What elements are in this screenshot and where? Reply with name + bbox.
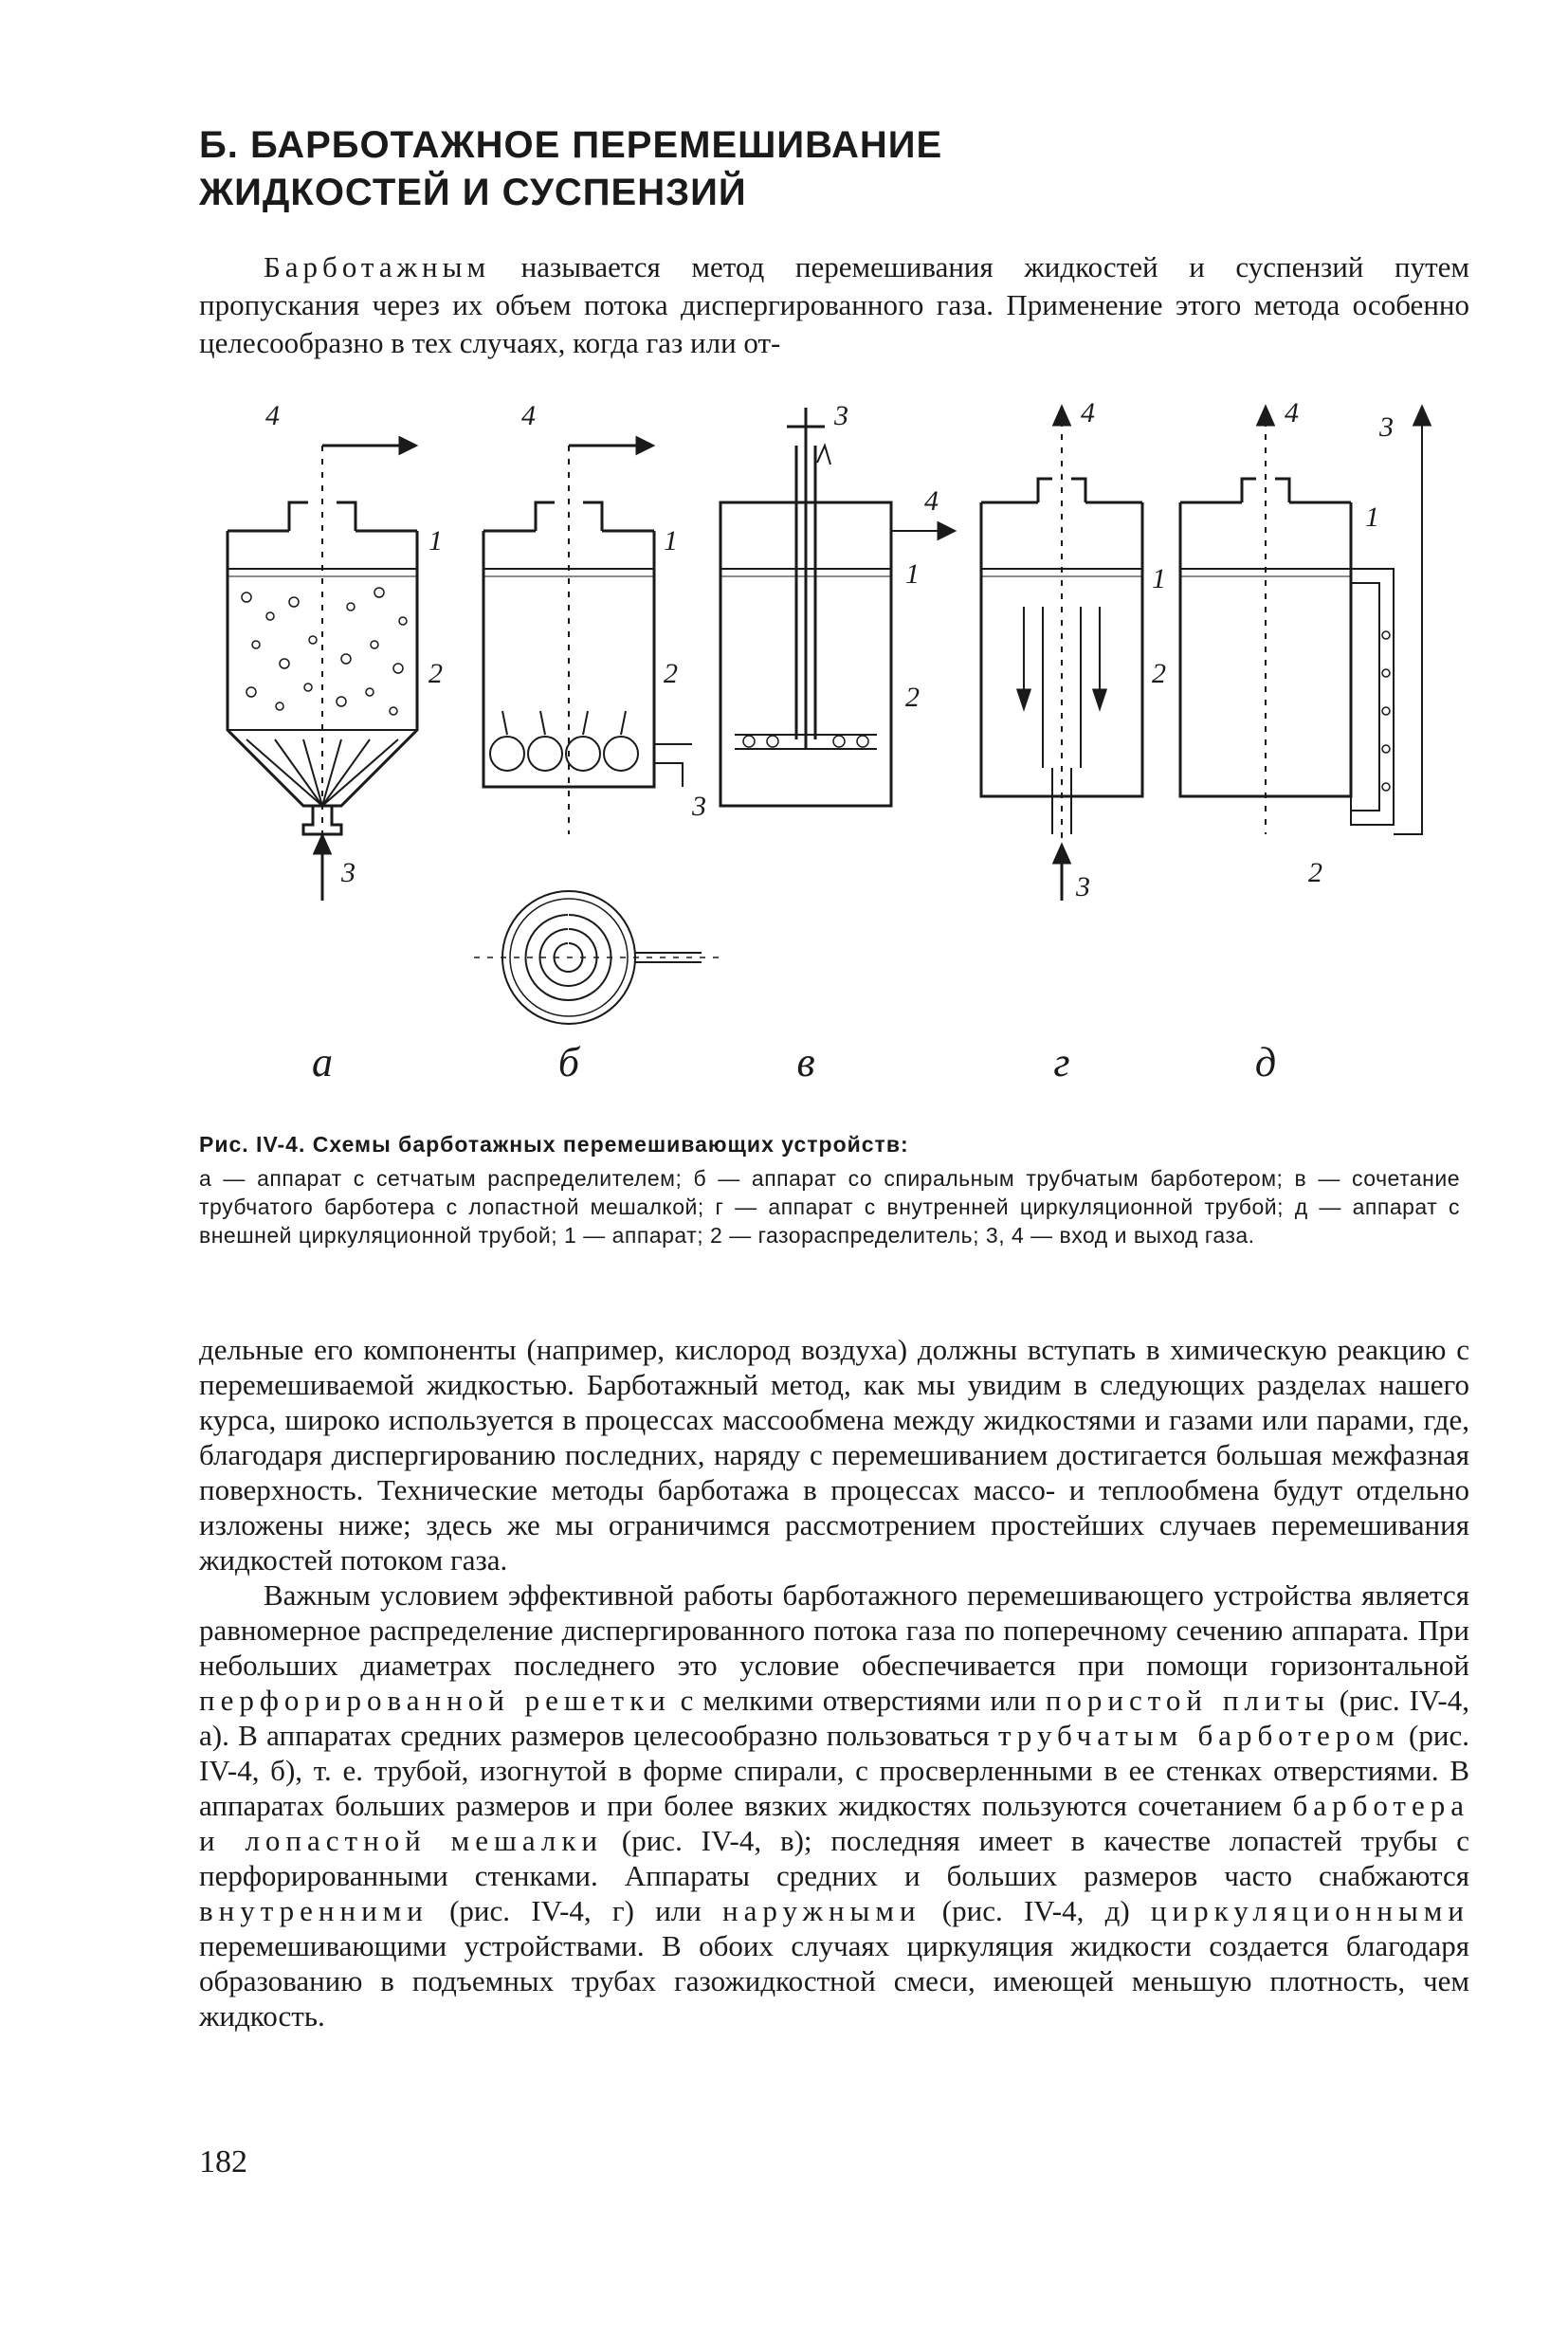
p2-seg-e: (рис. IV-4, в); последняя имеет в качестве лопастей трубы с перфорированными стенками. Аппараты средних и больших размеров часто снабжаются [199,1824,1469,1892]
intro-term: Барботажным [264,250,491,283]
apparatus-a [228,438,417,901]
p2-term-3: трубчатым барботером [997,1719,1400,1752]
p2-term-6: наружными [722,1894,921,1927]
label-2-d: 2 [1308,857,1322,888]
label-3-v: 3 [834,400,848,431]
figure-diagram [190,389,1479,1100]
p2-term-4: барботера и лопастной мешалки [199,1789,1469,1857]
caption-title: Рис. IV-4. Схемы барботажных перемешивающих устройств: [199,1132,909,1157]
label-4-a: 4 [265,400,280,431]
label-2-a: 2 [428,658,443,689]
label-3-b: 3 [692,791,706,822]
label-1-b: 1 [664,525,678,556]
section-heading [199,121,942,216]
apparatus-d [1180,408,1430,834]
apparatus-v [720,408,954,806]
p2-term-2: пористой плиты [1045,1684,1330,1717]
label-4-v: 4 [924,485,939,517]
subfig-v: в [796,1039,815,1085]
heading-line-1: Б. БАРБОТАЖНОЕ ПЕРЕМЕШИВАНИЕ [199,124,943,166]
intro-paragraph [199,248,1469,362]
label-2-g: 2 [1152,658,1166,689]
subfig-d: д [1254,1039,1277,1085]
subfig-b: б [557,1039,580,1085]
intro-text: называется метод перемешивания жидкостей и суспензий путем пропускания через их объем потока диспергированного газа. Применение этого метода особенно целесообразно в тех случаях, когда газ или от- [199,250,1469,359]
p2-seg-c: (рис. IV-4, а). В аппаратах средних размеров целесообразно пользоваться [199,1684,1469,1752]
heading-line-2: ЖИДКОСТЕЙ И СУСПЕНЗИЙ [199,172,747,213]
p2-seg-d: (рис. IV-4, б), т. е. трубой, изогнутой в форме спирали, с просверленными в ее стенках отверстиями. В аппаратах больших размеров и при более вязких жидкостях пользуются сочетанием [199,1719,1469,1822]
label-2-v: 2 [905,682,920,713]
p2-term-7: циркуляционными [1150,1894,1469,1927]
p2-seg-b: с мелкими отверстиями или [670,1684,1046,1717]
label-3-g: 3 [1076,871,1090,903]
p2-seg-h: перемешивающими устройствами. В обоих случаях циркуляция жидкости создается благодаря образованию в подъемных трубах газожидкостной смеси, имеющей меньшую плотность, чем жидкость. [199,1929,1469,2033]
body-text [199,1332,1469,2033]
label-4-b: 4 [521,400,536,431]
label-2-b: 2 [664,658,678,689]
label-1-g: 1 [1152,563,1166,594]
body-paragraph-2 [199,1577,1469,2033]
caption-body: а — аппарат с сетчатым распределителем; б — аппарат со спиральным трубчатым барботером; в — сочетание трубчатого барботера с лопастной мешалкой; г — аппарат с внутренней циркуляционной трубой; д — аппарат с внешней циркуляционной трубой; 1 — аппарат; 2 — газораспределитель; 3, 4 — вход и выход газа. [199,1166,1460,1248]
p2-seg-g: (рис. IV-4, д) [921,1894,1151,1927]
label-1-d: 1 [1365,501,1379,533]
label-1-a: 1 [428,525,443,556]
page-number: 182 [199,2144,247,2179]
figure-caption [199,1130,1460,1249]
label-3-d: 3 [1379,411,1394,443]
apparatus-b [474,438,720,1024]
label-4-d: 4 [1285,397,1299,428]
p2-term-5: внутренними [199,1894,428,1927]
bubbles-a [242,588,407,715]
p2-term-1: перфорированной решетки [199,1684,671,1717]
label-3-a: 3 [341,857,356,888]
subfig-a: а [312,1039,333,1085]
p2-seg-a: Важным условием эффективной работы барботажного перемешивающего устройства является равномерное распределение диспергированного потока газа по поперечному сечению аппарата. При небольших диаметрах последнего это условие обеспечивается при помощи горизонтальной [199,1578,1469,1682]
subfig-g: г [1053,1039,1070,1085]
body-paragraph-1: дельные его компоненты (например, кислород воздуха) должны вступать в химическую реакцию с перемешиваемой жидкостью. Барботажный метод, как мы увидим в следующих разделах нашего курса, широко используется в процессах массообмена между жидкостями и газами или парами, где, благодаря диспергированию последних, наряду с перемешиванием достигается большая межфазная поверхность. Технические методы барботажа в процессах массо- и теплообмена будут отдельно изложены ниже; здесь же мы ограничимся рассмотрением простейших случаев перемешивания жидкостей потоком газа. [199,1333,1469,1577]
figure-iv-4 [190,389,1479,1100]
label-4-g: 4 [1081,397,1095,428]
apparatus-g [981,408,1142,901]
label-1-v: 1 [905,558,920,590]
p2-seg-f: (рис. IV-4, г) или [428,1894,723,1927]
